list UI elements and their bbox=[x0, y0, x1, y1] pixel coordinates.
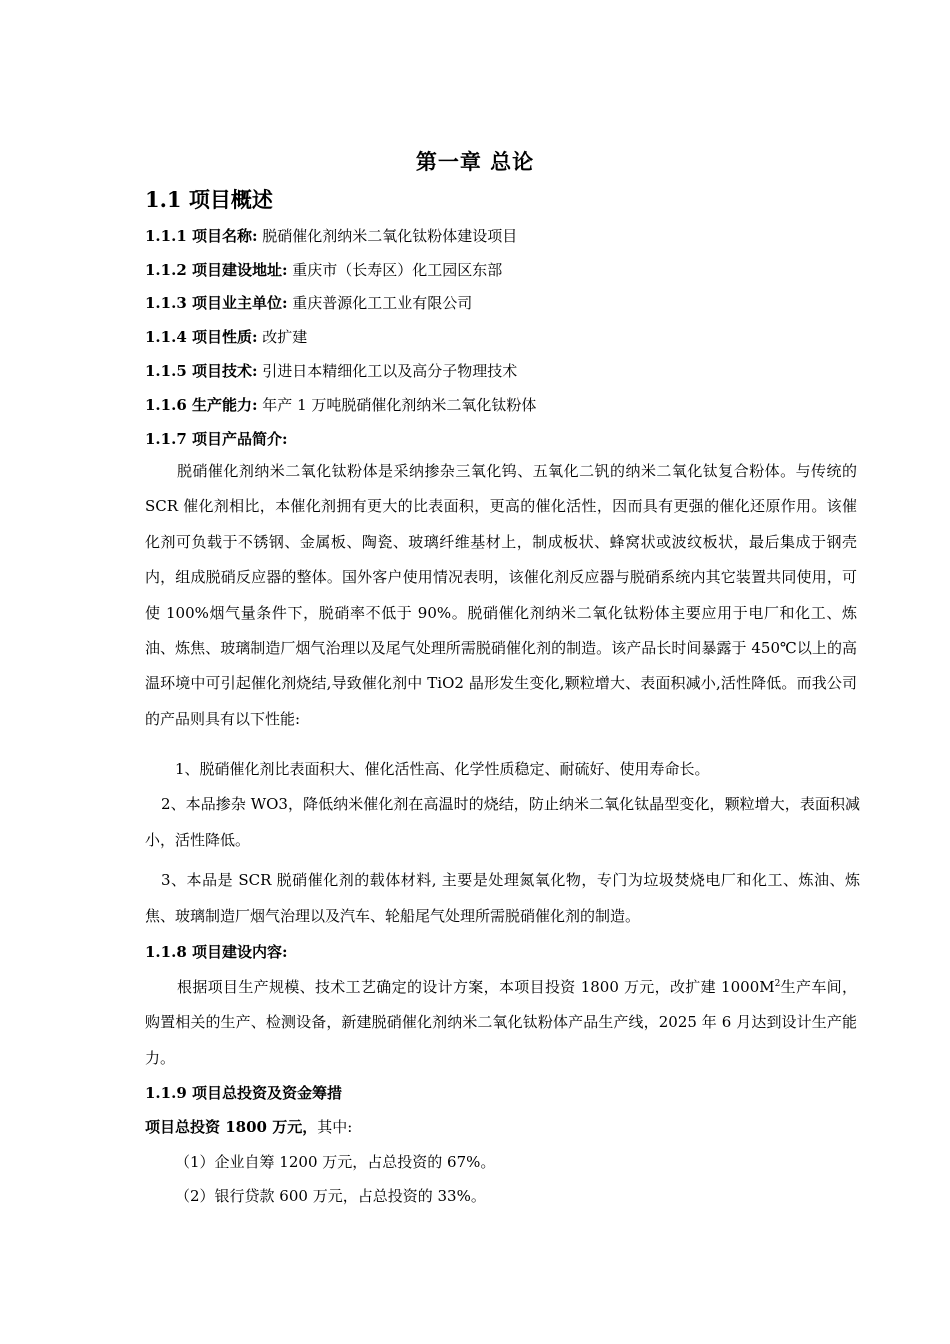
field-label: 1.1.4 项目性质: bbox=[145, 328, 258, 346]
field-project-owner bbox=[145, 293, 472, 313]
section-title: 1.1 项目概述 bbox=[145, 187, 273, 212]
investment-heading: 1.1.9 项目总投资及资金筹措 bbox=[145, 1084, 342, 1102]
field-project-name bbox=[145, 226, 517, 246]
field-project-site bbox=[145, 260, 502, 280]
feature-item-2: 2、本品掺杂 WO3，降低纳米催化剂在高温时的烧结，防止纳米二氧化钛晶型变化，颗粒增大，表面积减小，活性降低。 bbox=[145, 795, 860, 849]
construction-text-b: 生产车间，购置相关的生产、检测设备，新建脱硝催化剂纳米二氧化钛粉体产品生产线，2025 年 6 月达到设计生产能力。 bbox=[145, 978, 857, 1067]
field-label: 1.1.3 项目业主单位: bbox=[145, 294, 288, 312]
investment-total-label: 项目总投资 1800 万元， bbox=[145, 1118, 318, 1136]
field-label: 1.1.6 生产能力: bbox=[145, 396, 258, 414]
construction-heading: 1.1.8 项目建设内容: bbox=[145, 943, 288, 961]
construction-paragraph bbox=[145, 967, 857, 1076]
construction-text-a: 根据项目生产规模、技术工艺确定的设计方案，本项目投资 1800 万元，改扩建 1000M bbox=[177, 978, 775, 996]
field-value: 脱硝催化剂纳米二氧化钛粉体建设项目 bbox=[262, 227, 518, 245]
field-value: 改扩建 bbox=[262, 328, 308, 346]
field-value: 重庆普源化工工业有限公司 bbox=[292, 294, 473, 312]
field-value: 重庆市（长寿区）化工园区东部 bbox=[292, 261, 503, 279]
product-intro-paragraph: 脱硝催化剂纳米二氧化钛粉体是采纳掺杂三氧化钨、五氧化二钒的纳米二氧化钛复合粉体。与传统的 SCR 催化剂相比，本催化剂拥有更大的比表面积，更高的催化活性，因而具有更强的催化还原作用。该催化剂可负载于不锈钢、金属板、陶瓷、玻璃纤维基材上，制成板状、蜂窝状或波纹板状，最后集成于钢壳内，组成脱硝反应器的整体。国外客户使用情况表明，该催化剂反应器与脱硝系统内其它装置共同使用，可使 100%烟气量条件下，脱硝率不低于 90%。脱硝催化剂纳米二氧化钛粉体主要应用于电厂和化工、炼油、炼焦、玻璃制造厂烟气治理以及尾气处理所需脱硝催化剂的制造。该产品长时间暴露于 450℃以上的高温环境中可引起催化剂烧结,导致催化剂中 TiO2 晶形发生变化,颗粒增大、表面积减小,活性降低。而我公司的产品则具有以下性能: bbox=[145, 462, 857, 728]
feature-item-3: 3、本品是 SCR 脱硝催化剂的载体材料, 主要是处理氮氧化物，专门为垃圾焚烧电厂和化工、炼油、炼焦、玻璃制造厂烟气治理以及汽车、轮船尾气处理所需脱硝催化剂的制造。 bbox=[145, 871, 860, 925]
field-project-nature bbox=[145, 327, 307, 347]
field-label: 1.1.1 项目名称: bbox=[145, 227, 258, 245]
field-capacity bbox=[145, 395, 536, 415]
field-value: 引进日本精细化工以及高分子物理技术 bbox=[262, 362, 518, 380]
chapter-title: 第一章 总论 bbox=[415, 149, 535, 174]
investment-total-rest: 其中: bbox=[317, 1118, 353, 1136]
field-label: 1.1.5 项目技术: bbox=[145, 362, 258, 380]
product-heading: 1.1.7 项目产品简介: bbox=[145, 430, 288, 448]
field-value: 年产 1 万吨脱硝催化剂纳米二氧化钛粉体 bbox=[262, 396, 537, 414]
field-label: 1.1.2 项目建设地址: bbox=[145, 261, 288, 279]
investment-item-2: （2）银行贷款 600 万元，占总投资的 33%。 bbox=[175, 1187, 486, 1205]
construction-superscript: 2 bbox=[774, 979, 781, 989]
investment-item-1: （1）企业自筹 1200 万元，占总投资的 67%。 bbox=[175, 1153, 496, 1171]
field-project-tech bbox=[145, 361, 517, 381]
investment-total bbox=[145, 1117, 352, 1137]
feature-item-1: 1、脱硝催化剂比表面积大、催化活性高、化学性质稳定、耐硫好、使用寿命长。 bbox=[175, 760, 710, 778]
